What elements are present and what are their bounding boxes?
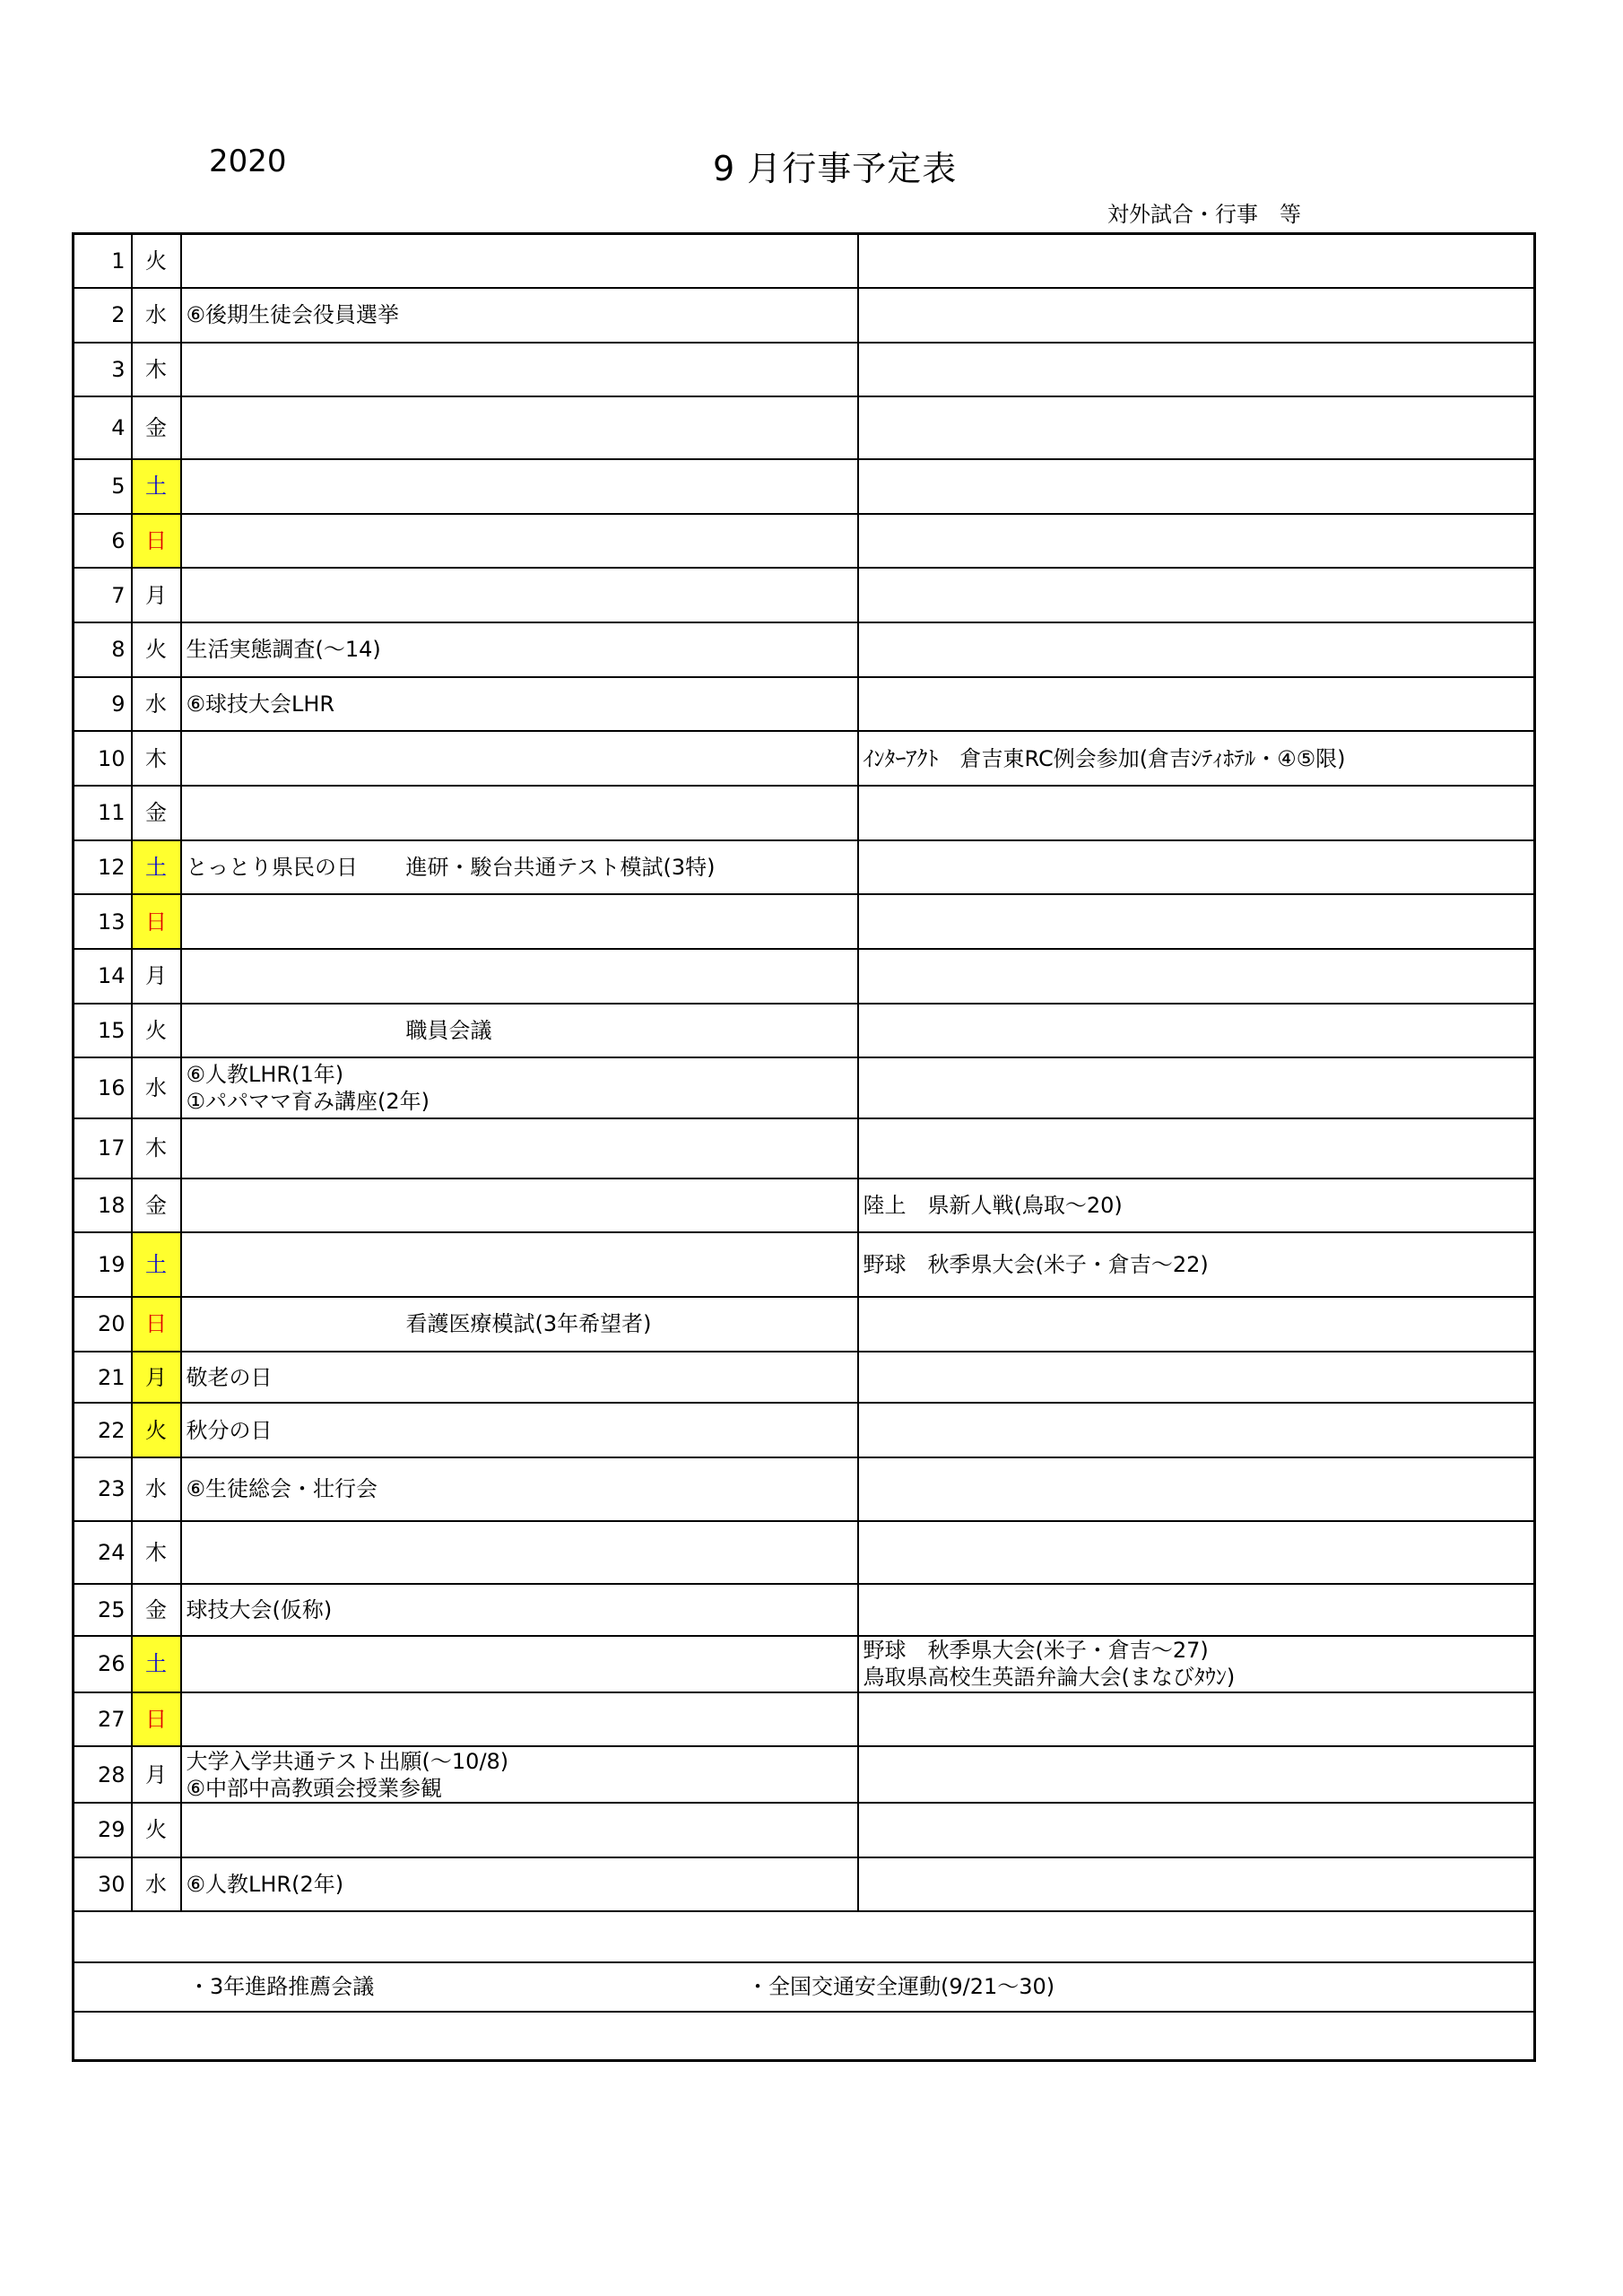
day-of-week: 土 <box>132 840 181 895</box>
day-row <box>74 514 1535 569</box>
day-number: 21 <box>74 1352 132 1404</box>
school-events-cell <box>181 1636 858 1692</box>
school-events-cell <box>181 1352 858 1404</box>
day-of-week: 月 <box>132 1352 181 1404</box>
school-events-cell <box>181 1521 858 1585</box>
external-events-cell <box>858 514 1535 569</box>
page-title: 9 月行事予定表 <box>713 149 958 188</box>
external-event-text: ｲﾝﾀｰｱｸﾄ 倉吉東RC例会参加(倉吉ｼﾃｨﾎﾃﾙ・④⑤限) <box>863 745 1346 771</box>
external-events-cell <box>858 1857 1535 1912</box>
external-events-cell <box>858 568 1535 622</box>
day-row <box>74 568 1535 622</box>
day-of-week: 火 <box>132 234 181 289</box>
day-row <box>74 1584 1535 1636</box>
external-event-text: 野球 秋季県大会(米子・倉吉～22) <box>863 1252 1209 1278</box>
external-event-text: 陸上 県新人戦(鳥取～20) <box>863 1192 1123 1218</box>
day-of-week: 水 <box>132 1057 181 1118</box>
day-number: 1 <box>74 234 132 289</box>
event-text: ⑥人教LHR(1年) <box>186 1062 344 1088</box>
day-number: 20 <box>74 1297 132 1352</box>
school-events-cell <box>181 514 858 569</box>
day-row <box>74 1352 1535 1404</box>
footer-blank-cell <box>74 1911 1535 1962</box>
event-text-secondary: 職員会議 <box>405 1017 492 1043</box>
day-number: 19 <box>74 1232 132 1297</box>
event-text: 球技大会(仮称) <box>186 1597 333 1623</box>
school-events-cell <box>181 1803 858 1857</box>
day-number: 18 <box>74 1178 132 1233</box>
event-text: ⑥人教LHR(2年) <box>186 1872 344 1897</box>
day-row <box>74 1457 1535 1521</box>
footer-note: ・3年進路推薦会議 <box>188 1974 375 2000</box>
day-row <box>74 894 1535 949</box>
external-events-cell <box>858 343 1535 397</box>
external-events-cell <box>858 1521 1535 1585</box>
day-number: 22 <box>74 1403 132 1457</box>
day-of-week: 水 <box>132 1857 181 1912</box>
day-row <box>74 1057 1535 1118</box>
footer-row <box>74 2012 1535 2061</box>
event-text: ⑥後期生徒会役員選挙 <box>186 302 400 328</box>
day-number: 2 <box>74 288 132 343</box>
school-events-cell <box>181 568 858 622</box>
day-of-week: 火 <box>132 1403 181 1457</box>
day-of-week: 水 <box>132 677 181 732</box>
event-text-secondary: 進研・駿台共通テスト模試(3特) <box>405 854 716 880</box>
day-of-week: 水 <box>132 1457 181 1521</box>
external-events-cell <box>858 1178 1535 1233</box>
day-of-week: 日 <box>132 1692 181 1747</box>
school-events-cell <box>181 396 858 459</box>
day-number: 24 <box>74 1521 132 1585</box>
school-events-cell <box>181 1178 858 1233</box>
external-event-text: 鳥取県高校生英語弁論大会(まなびﾀｳﾝ) <box>863 1665 1236 1691</box>
school-events-cell <box>181 677 858 732</box>
day-row <box>74 622 1535 677</box>
day-of-week: 日 <box>132 514 181 569</box>
external-events-cell <box>858 840 1535 895</box>
day-number: 29 <box>74 1803 132 1857</box>
external-events-cell <box>858 1118 1535 1178</box>
day-number: 8 <box>74 622 132 677</box>
school-events-cell <box>181 1057 858 1118</box>
event-text: 生活実態調査(～14) <box>186 637 381 663</box>
event-text: 秋分の日 <box>186 1417 273 1443</box>
external-events-cell <box>858 396 1535 459</box>
event-text: ⑥中部中高教頭会授業参観 <box>186 1775 443 1801</box>
external-events-cell <box>858 1057 1535 1118</box>
day-number: 4 <box>74 396 132 459</box>
external-events-cell <box>858 1584 1535 1636</box>
day-number: 26 <box>74 1636 132 1692</box>
day-of-week: 木 <box>132 731 181 786</box>
footer-row <box>74 1962 1535 2012</box>
external-events-cell <box>858 1403 1535 1457</box>
schedule-body <box>74 234 1535 2061</box>
day-number: 28 <box>74 1746 132 1803</box>
school-events-cell <box>181 288 858 343</box>
school-events-cell <box>181 786 858 840</box>
day-of-week: 木 <box>132 1118 181 1178</box>
day-of-week: 月 <box>132 1746 181 1803</box>
external-events-cell <box>858 1746 1535 1803</box>
external-events-cell <box>858 677 1535 732</box>
day-of-week: 日 <box>132 894 181 949</box>
day-number: 23 <box>74 1457 132 1521</box>
day-of-week: 土 <box>132 1636 181 1692</box>
footer-note: ・全国交通安全運動(9/21～30) <box>747 1974 1055 2000</box>
day-row <box>74 786 1535 840</box>
day-number: 9 <box>74 677 132 732</box>
day-row <box>74 1803 1535 1857</box>
day-row <box>74 1746 1535 1803</box>
event-text: ⑥球技大会LHR <box>186 691 335 718</box>
school-events-cell <box>181 1857 858 1912</box>
external-events-cell <box>858 894 1535 949</box>
external-events-cell <box>858 1636 1535 1692</box>
school-events-cell <box>181 1232 858 1297</box>
day-of-week: 金 <box>132 396 181 459</box>
external-events-cell <box>858 1297 1535 1352</box>
day-number: 16 <box>74 1057 132 1118</box>
day-row <box>74 949 1535 1004</box>
day-row <box>74 1297 1535 1352</box>
school-events-cell <box>181 894 858 949</box>
event-text: ⑥生徒総会・壮行会 <box>186 1476 378 1502</box>
external-events-cell <box>858 731 1535 786</box>
external-events-cell <box>858 459 1535 514</box>
footer-notes-cell <box>74 1962 1535 2012</box>
external-column-note: 対外試合・行事 等 <box>1107 202 1301 227</box>
day-row <box>74 840 1535 895</box>
day-row <box>74 677 1535 732</box>
day-row <box>74 1692 1535 1747</box>
school-events-cell <box>181 840 858 895</box>
school-events-cell <box>181 731 858 786</box>
day-row <box>74 1232 1535 1297</box>
school-events-cell <box>181 1297 858 1352</box>
school-events-cell <box>181 1004 858 1058</box>
day-of-week: 土 <box>132 459 181 514</box>
day-of-week: 木 <box>132 343 181 397</box>
external-events-cell <box>858 622 1535 677</box>
schedule-table <box>72 232 1536 2062</box>
school-events-cell <box>181 1692 858 1747</box>
day-of-week: 火 <box>132 1803 181 1857</box>
footer-blank-cell <box>74 2012 1535 2061</box>
day-of-week: 土 <box>132 1232 181 1297</box>
event-text-secondary: 看護医療模試(3年希望者) <box>405 1311 652 1337</box>
day-row <box>74 396 1535 459</box>
day-row <box>74 234 1535 289</box>
footer-row <box>74 1911 1535 1962</box>
day-number: 7 <box>74 568 132 622</box>
day-row <box>74 1521 1535 1585</box>
external-events-cell <box>858 1352 1535 1404</box>
day-of-week: 火 <box>132 622 181 677</box>
day-row <box>74 1118 1535 1178</box>
day-of-week: 水 <box>132 288 181 343</box>
day-number: 30 <box>74 1857 132 1912</box>
day-of-week: 火 <box>132 1004 181 1058</box>
day-of-week: 金 <box>132 786 181 840</box>
external-events-cell <box>858 1803 1535 1857</box>
school-events-cell <box>181 234 858 289</box>
year-label: 2020 <box>209 144 287 179</box>
day-of-week: 金 <box>132 1178 181 1233</box>
school-events-cell <box>181 459 858 514</box>
day-of-week: 木 <box>132 1521 181 1585</box>
day-number: 3 <box>74 343 132 397</box>
day-number: 12 <box>74 840 132 895</box>
school-events-cell <box>181 343 858 397</box>
day-number: 13 <box>74 894 132 949</box>
day-number: 15 <box>74 1004 132 1058</box>
day-row <box>74 1178 1535 1233</box>
event-text: 大学入学共通テスト出願(～10/8) <box>186 1748 509 1774</box>
external-events-cell <box>858 1692 1535 1747</box>
day-row <box>74 731 1535 786</box>
external-events-cell <box>858 786 1535 840</box>
day-of-week: 金 <box>132 1584 181 1636</box>
external-events-cell <box>858 288 1535 343</box>
external-events-cell <box>858 949 1535 1004</box>
day-number: 27 <box>74 1692 132 1747</box>
external-events-cell <box>858 1004 1535 1058</box>
external-events-cell <box>858 234 1535 289</box>
day-row <box>74 1004 1535 1058</box>
event-text: とっとり県民の日 <box>186 854 359 880</box>
external-events-cell <box>858 1232 1535 1297</box>
school-events-cell <box>181 949 858 1004</box>
day-number: 17 <box>74 1118 132 1178</box>
day-row <box>74 1857 1535 1912</box>
school-events-cell <box>181 1403 858 1457</box>
day-row <box>74 1403 1535 1457</box>
day-number: 11 <box>74 786 132 840</box>
day-of-week: 月 <box>132 568 181 622</box>
external-event-text: 野球 秋季県大会(米子・倉吉～27) <box>863 1638 1209 1664</box>
school-events-cell <box>181 1584 858 1636</box>
day-number: 14 <box>74 949 132 1004</box>
day-number: 25 <box>74 1584 132 1636</box>
event-text: 敬老の日 <box>186 1364 273 1390</box>
event-text: ①パパママ育み講座(2年) <box>186 1089 430 1115</box>
day-number: 5 <box>74 459 132 514</box>
day-of-week: 日 <box>132 1297 181 1352</box>
day-number: 6 <box>74 514 132 569</box>
day-of-week: 月 <box>132 949 181 1004</box>
day-row <box>74 459 1535 514</box>
day-row <box>74 288 1535 343</box>
day-row <box>74 1636 1535 1692</box>
external-events-cell <box>858 1457 1535 1521</box>
day-row <box>74 343 1535 397</box>
school-events-cell <box>181 1118 858 1178</box>
day-number: 10 <box>74 731 132 786</box>
school-events-cell <box>181 622 858 677</box>
school-events-cell <box>181 1457 858 1521</box>
school-events-cell <box>181 1746 858 1803</box>
